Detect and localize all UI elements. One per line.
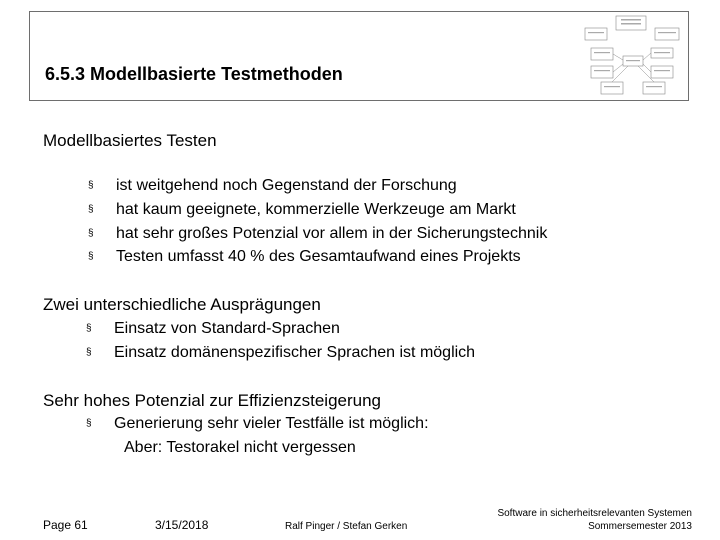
- list-item-continuation: Aber: Testorakel nicht vergessen: [124, 439, 356, 456]
- section-heading-modellbasiertes-testen: Modellbasiertes Testen: [43, 131, 217, 150]
- footer-date: 3/15/2018: [155, 518, 209, 532]
- bullet-glyph: §: [88, 228, 94, 239]
- bullet-glyph: §: [86, 418, 92, 429]
- bullet-glyph: §: [86, 323, 92, 334]
- bullet-glyph: §: [88, 251, 94, 262]
- section-heading-auspraegungen: Zwei unterschiedliche Ausprägungen: [43, 295, 321, 314]
- bullet-glyph: §: [86, 347, 92, 358]
- bullet-glyph: §: [88, 180, 94, 191]
- section-heading-effizienzsteigerung: Sehr hohes Potenzial zur Effizienzsteigerung: [43, 391, 381, 410]
- footer-page-number: Page 61: [43, 518, 88, 532]
- bullet-glyph: §: [88, 204, 94, 215]
- footer-semester: Sommersemester 2013: [588, 521, 692, 532]
- footer-course-title: Software in sicherheitsrelevanten Systemen: [497, 508, 692, 519]
- footer-authors: Ralf Pinger / Stefan Gerken: [285, 521, 408, 532]
- page-title: 6.5.3 Modellbasierte Testmethoden: [45, 64, 343, 84]
- model-based-engineering-diagram-thumbnail: [583, 14, 683, 96]
